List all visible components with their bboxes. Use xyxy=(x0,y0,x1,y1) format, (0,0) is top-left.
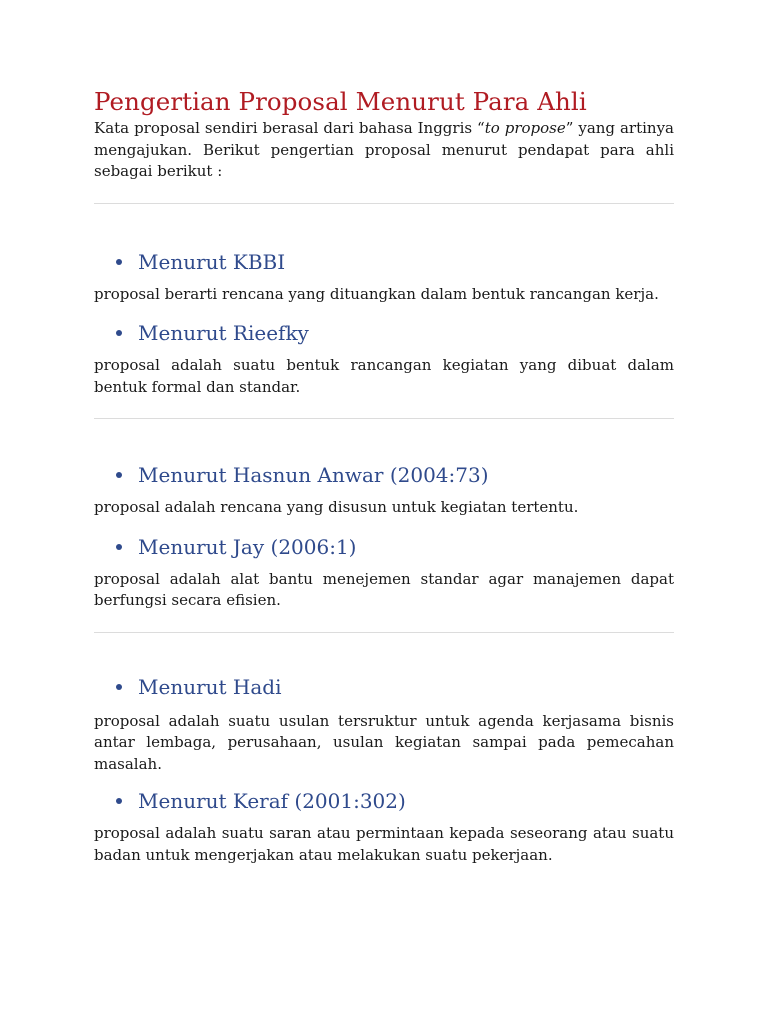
definition-text: proposal adalah suatu saran atau permintaan kepada seseorang atau suatu badan untuk mengerjakan atau melakukan suatu pekerjaan. xyxy=(94,824,674,864)
definition-heading xyxy=(94,533,674,561)
bullet-icon xyxy=(116,684,122,690)
definition-heading xyxy=(94,461,674,489)
definition-heading-text: Menurut Hasnun Anwar (2004:73) xyxy=(138,463,489,487)
definition-heading-text: Menurut Jay (2006:1) xyxy=(138,534,357,559)
bullet-icon xyxy=(116,472,122,478)
divider xyxy=(94,632,674,633)
definition-text: proposal adalah alat bantu menejemen standar agar manajemen dapat berfungsi secara efisien. xyxy=(94,569,674,609)
definition-hasnun-anwar xyxy=(94,461,674,519)
document-page xyxy=(94,86,674,866)
definition-heading-text: Menurut Keraf (2001:302) xyxy=(138,789,406,813)
definition-heading xyxy=(94,787,674,815)
intro-emphasis: to propose xyxy=(484,119,566,137)
divider xyxy=(94,418,674,419)
intro-paragraph xyxy=(94,118,674,183)
definition-heading xyxy=(94,673,674,701)
bullet-icon xyxy=(116,330,122,336)
definition-heading-text: Menurut Hadi xyxy=(138,674,282,699)
definition-jay xyxy=(94,533,674,612)
definition-text: proposal adalah rencana yang disusun untuk kegiatan tertentu. xyxy=(94,498,579,516)
bullet-icon xyxy=(116,259,122,265)
intro-text-after: ” yang artinya mengajukan. Berikut pengertian proposal menurut pendapat para ahli sebagai berikut : xyxy=(94,119,674,180)
definition-text: proposal adalah suatu usulan tersruktur untuk agenda kerjasama bisnis antar lembaga, perusahaan, usulan kegiatan sampai pada pemecahan masalah. xyxy=(94,711,674,773)
intro-text-before: Kata proposal sendiri berasal dari bahasa Inggris “ xyxy=(94,119,485,137)
definition-heading-text: Menurut KBBI xyxy=(138,249,286,274)
definition-heading-text: Menurut Rieefky xyxy=(138,321,309,345)
definition-heading xyxy=(94,319,674,347)
definition-heading xyxy=(94,248,674,276)
definition-hadi xyxy=(94,673,674,776)
bullet-icon xyxy=(116,798,122,804)
bullet-icon xyxy=(116,544,122,550)
definition-text: proposal adalah suatu bentuk rancangan kegiatan yang dibuat dalam bentuk formal dan standar. xyxy=(94,356,674,396)
definition-kbbi xyxy=(94,248,674,306)
definition-keraf xyxy=(94,787,674,866)
document-title: Pengertian Proposal Menurut Para Ahli xyxy=(94,87,587,116)
definition-text: proposal berarti rencana yang dituangkan dalam bentuk rancangan kerja. xyxy=(94,284,659,303)
divider xyxy=(94,203,674,204)
definition-rieefky xyxy=(94,319,674,398)
